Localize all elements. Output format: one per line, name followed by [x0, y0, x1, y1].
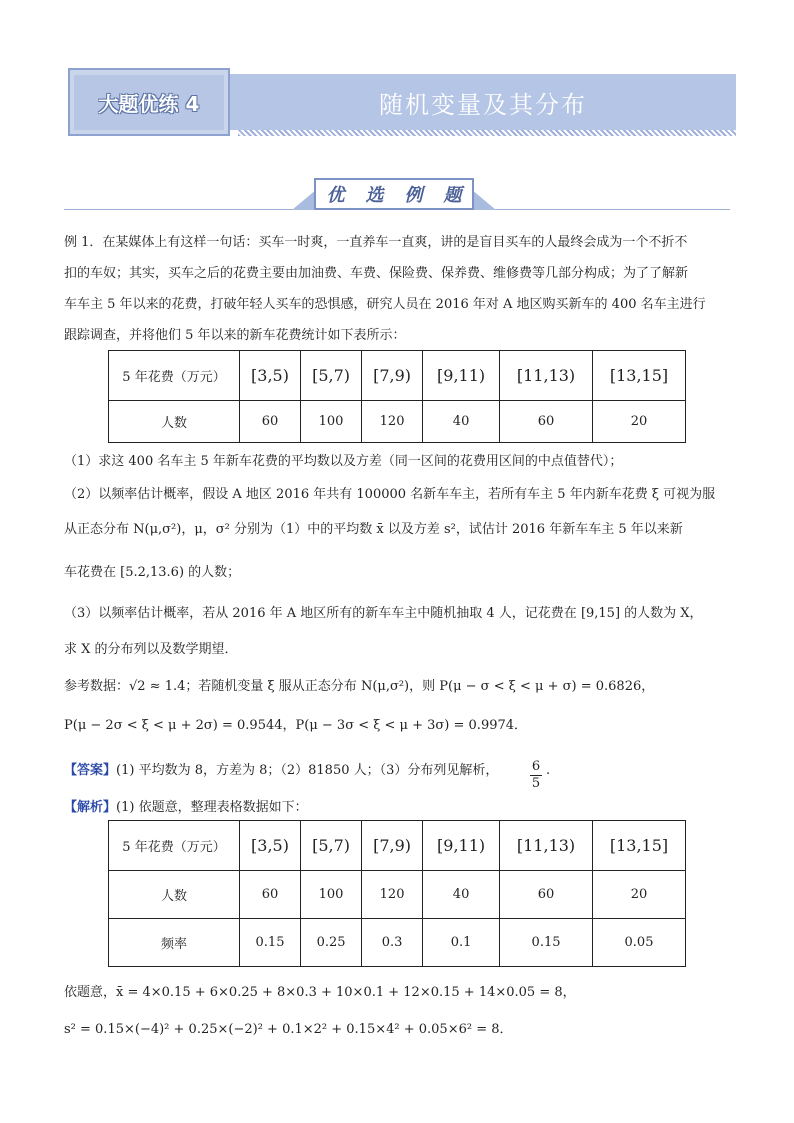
table1-header: 5 年花费（万元） — [109, 351, 240, 401]
table2-count: 100 — [301, 871, 362, 919]
table2-freq: 0.1 — [423, 919, 500, 967]
fraction-numerator: 6 — [531, 759, 541, 774]
table2-interval: [13,15] — [593, 821, 686, 871]
table2-freq: 0.15 — [240, 919, 301, 967]
reference-line-1: 参考数据：√2 ≈ 1.4；若随机变量 ξ 服从正态分布 N(μ,σ²)，则 P(μ − σ < ξ < μ + σ) = 0.6826， — [64, 679, 655, 694]
section-char-2: 选 — [365, 185, 384, 206]
analysis-text: (1) 依题意，整理表格数据如下： — [116, 800, 308, 815]
problem-line-2: 扣的车奴；其实，买车之后的花费主要由加油费、车费、保险费、保养费、维修费等几部分构成；为了了解新 — [64, 266, 689, 281]
table2-freq: 0.25 — [301, 919, 362, 967]
question-3-line-2: 求 X 的分布列以及数学期望． — [64, 642, 238, 657]
problem-line-1: 例 1．在某媒体上有这样一句话：买车一时爽，一直养车一直爽，讲的是盲目买车的人最终会成为一个不折不 — [64, 235, 688, 250]
mean-formula: 依题意，x̄ = 4×0.15 + 6×0.25 + 8×0.3 + 10×0.1 + 12×0.15 + 14×0.05 = 8， — [64, 985, 576, 1000]
table2-count: 60 — [240, 871, 301, 919]
table2-count: 60 — [500, 871, 593, 919]
table2-interval: [5,7) — [301, 821, 362, 871]
table2-freq: 0.3 — [362, 919, 423, 967]
header-banner — [68, 68, 736, 136]
question-2-line-2: 从正态分布 N(μ,σ²)，μ，σ² 分别为（1）中的平均数 x̄ 以及方差 s²，试估计 2016 年新车车主 5 年以来新 — [64, 522, 683, 537]
answer-line — [64, 763, 734, 778]
answer-end: . — [546, 763, 551, 778]
question-3-line-1: （3）以频率估计概率，若从 2016 年 A 地区所有的新车车主中随机抽取 4 人，记花费在 [9,15] 的人数为 X， — [64, 606, 703, 621]
data-table-1 — [108, 350, 686, 443]
table1-count: 60 — [500, 401, 593, 443]
analysis-tag: 【解析】 — [64, 800, 117, 815]
banner-title: 随机变量及其分布 — [230, 74, 736, 130]
banner-stripe — [238, 130, 736, 136]
table2-interval: [3,5) — [240, 821, 301, 871]
table1-interval: [13,15] — [593, 351, 686, 401]
table1-count: 100 — [301, 401, 362, 443]
table2-count: 20 — [593, 871, 686, 919]
data-table-2 — [108, 820, 686, 967]
variance-formula: s² = 0.15×(−4)² + 0.25×(−2)² + 0.1×2² + 0.15×4² + 0.05×6² = 8． — [64, 1022, 513, 1037]
banner-tag-box — [68, 68, 230, 136]
question-1: （1）求这 400 名车主 5 年新车花费的平均数以及方差（同一区间的花费用区间的中点值替代）； — [64, 454, 623, 469]
table2-header: 5 年花费（万元） — [109, 821, 240, 871]
banner-tag: 大题优练 4 — [74, 75, 224, 130]
table1-count: 60 — [240, 401, 301, 443]
table1-interval: [7,9) — [362, 351, 423, 401]
section-char-3: 例 — [404, 185, 423, 206]
section-char-4: 题 — [443, 185, 462, 206]
section-tab — [292, 178, 496, 212]
question-2-line-1: （2）以频率估计概率，假设 A 地区 2016 年共有 100000 名新车车主，若所有车主 5 年内新车花费 ξ 可视为服 — [64, 487, 716, 502]
table2-freq: 0.15 — [500, 919, 593, 967]
answer-tag: 【答案】 — [64, 763, 117, 778]
table2-count-label: 人数 — [109, 871, 240, 919]
table1-count: 20 — [593, 401, 686, 443]
section-tab-label — [314, 178, 474, 210]
table1-count: 120 — [362, 401, 423, 443]
answer-fraction — [530, 759, 542, 792]
table2-freq: 0.05 — [593, 919, 686, 967]
table1-interval: [11,13) — [500, 351, 593, 401]
section-char-1: 优 — [326, 185, 345, 206]
table2-interval: [11,13) — [500, 821, 593, 871]
table1-interval: [3,5) — [240, 351, 301, 401]
answer-text: (1) 平均数为 8，方差为 8；（2）81850 人；（3）分布列见解析， — [116, 763, 499, 778]
table1-interval: [9,11) — [423, 351, 500, 401]
table2-interval: [9,11) — [423, 821, 500, 871]
table1-count: 40 — [423, 401, 500, 443]
problem-line-4: 跟踪调查，并将他们 5 年以来的新车花费统计如下表所示： — [64, 328, 406, 343]
analysis-line — [64, 800, 734, 815]
table2-count: 120 — [362, 871, 423, 919]
problem-line-3: 车车主 5 年以来的花费，打破年轻人买车的恐惧感，研究人员在 2016 年对 A 地区购买新车的 400 名车主进行 — [64, 297, 706, 312]
table1-interval: [5,7) — [301, 351, 362, 401]
table2-freq-label: 频率 — [109, 919, 240, 967]
table2-interval: [7,9) — [362, 821, 423, 871]
table1-row-label: 人数 — [109, 401, 240, 443]
table2-count: 40 — [423, 871, 500, 919]
reference-line-2: P(μ − 2σ < ξ < μ + 2σ) = 0.9544，P(μ − 3σ < ξ < μ + 3σ) = 0.9974． — [64, 718, 528, 733]
question-2-line-3: 车花费在 [5.2,13.6) 的人数； — [64, 565, 241, 580]
fraction-denominator: 5 — [531, 776, 541, 791]
